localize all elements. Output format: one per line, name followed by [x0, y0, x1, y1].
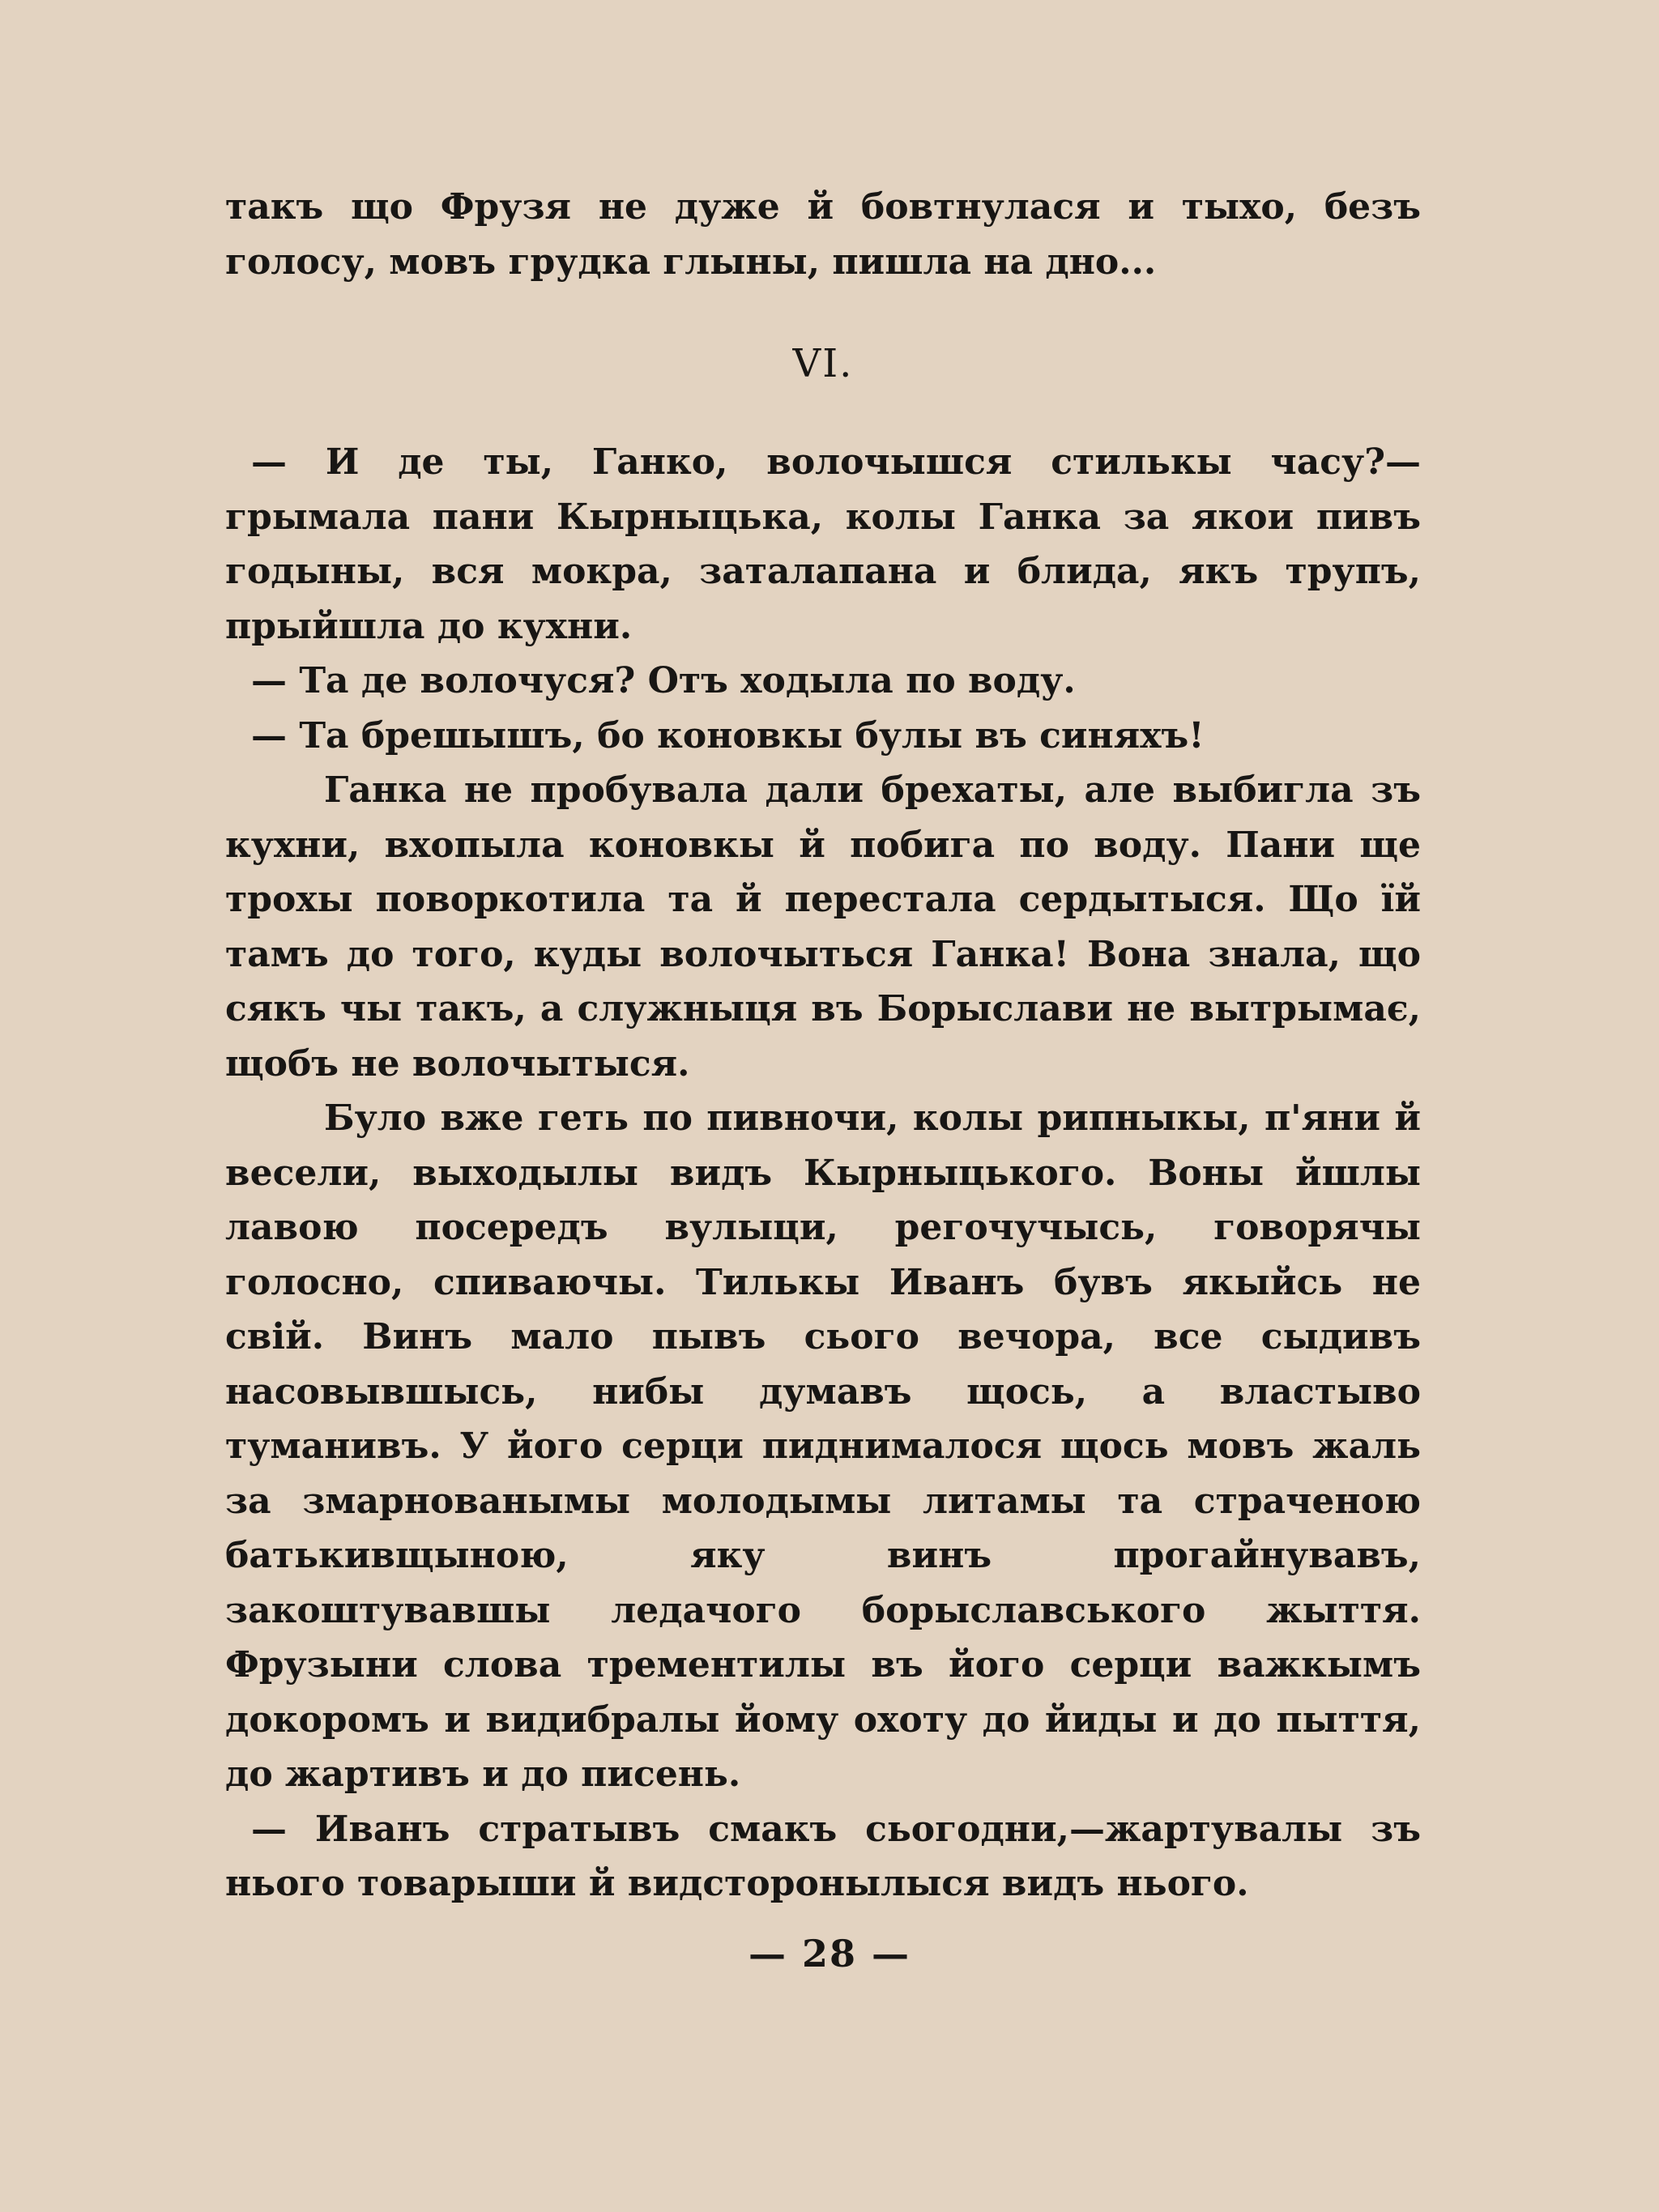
paragraph-2: — Та де волочуся? Отъ ходыла по воду. — [251, 660, 1076, 701]
page-number: — 28 — — [748, 1932, 911, 1975]
paragraph-4: Ганка не пробувала дали брехаты, але выбигла зъ кухни, вхопыла коновкы й побига по воду. Пани ще трохы поворкотила та й перестала сердытыся. Що їй тамъ до того, куды волочыться Ганка! Вона знала, що сякъ чы такъ, а служныця въ Борыслави не вытрымає, щобъ не волочытыся. — [225, 769, 1421, 1085]
opening-paragraph: такъ що Фрузя не дуже й бовтнулася и тыхо, безъ голосу, мовъ грудка глыны, пишла на дно... — [225, 186, 1421, 283]
paragraph-3: — Та брешышъ, бо коновкы булы въ синяхъ! — [251, 714, 1205, 757]
book-page-body — [225, 180, 1421, 1912]
section-heading: VI. — [792, 341, 854, 386]
paragraph-6: — Иванъ стратывъ смакъ сьогодни,—жартувалы зъ нього товарыши й видсторонылыся видъ нього. — [225, 1808, 1421, 1904]
paragraph-5: Було вже геть по пивночи, колы рипныкы, п'яни й весели, выходылы видъ Кырныцького. Воны йшлы лавою посередъ вулыци, регочучысь, говорячы голосно, спиваючы. Тилькы Иванъ бувъ якыйсь не свій. Винъ мало пывъ сього вечора, все сыдивъ насовывшысь, нибы думавъ щось, а властыво туманивъ. У його серци пиднималося щось мовъ жаль за змарнованымы молодымы литамы та страченою батькивщыною, яку винъ прогайнувавъ, закоштувавшы ледачого борыславського жыття. Фрузыни слова трементилы въ його серци важкымъ докоромъ и видибралы йому охоту до йиды и до пыття, до жартивъ и до писень. — [225, 1097, 1421, 1795]
paragraph-1: — И де ты, Ганко, волочышся стилькы часу?—грымала пани Кырныцька, колы Ганка за якои пивъ годыны, вся мокра, заталапана и блида, якъ трупъ, прыйшла до кухни. — [225, 441, 1421, 647]
